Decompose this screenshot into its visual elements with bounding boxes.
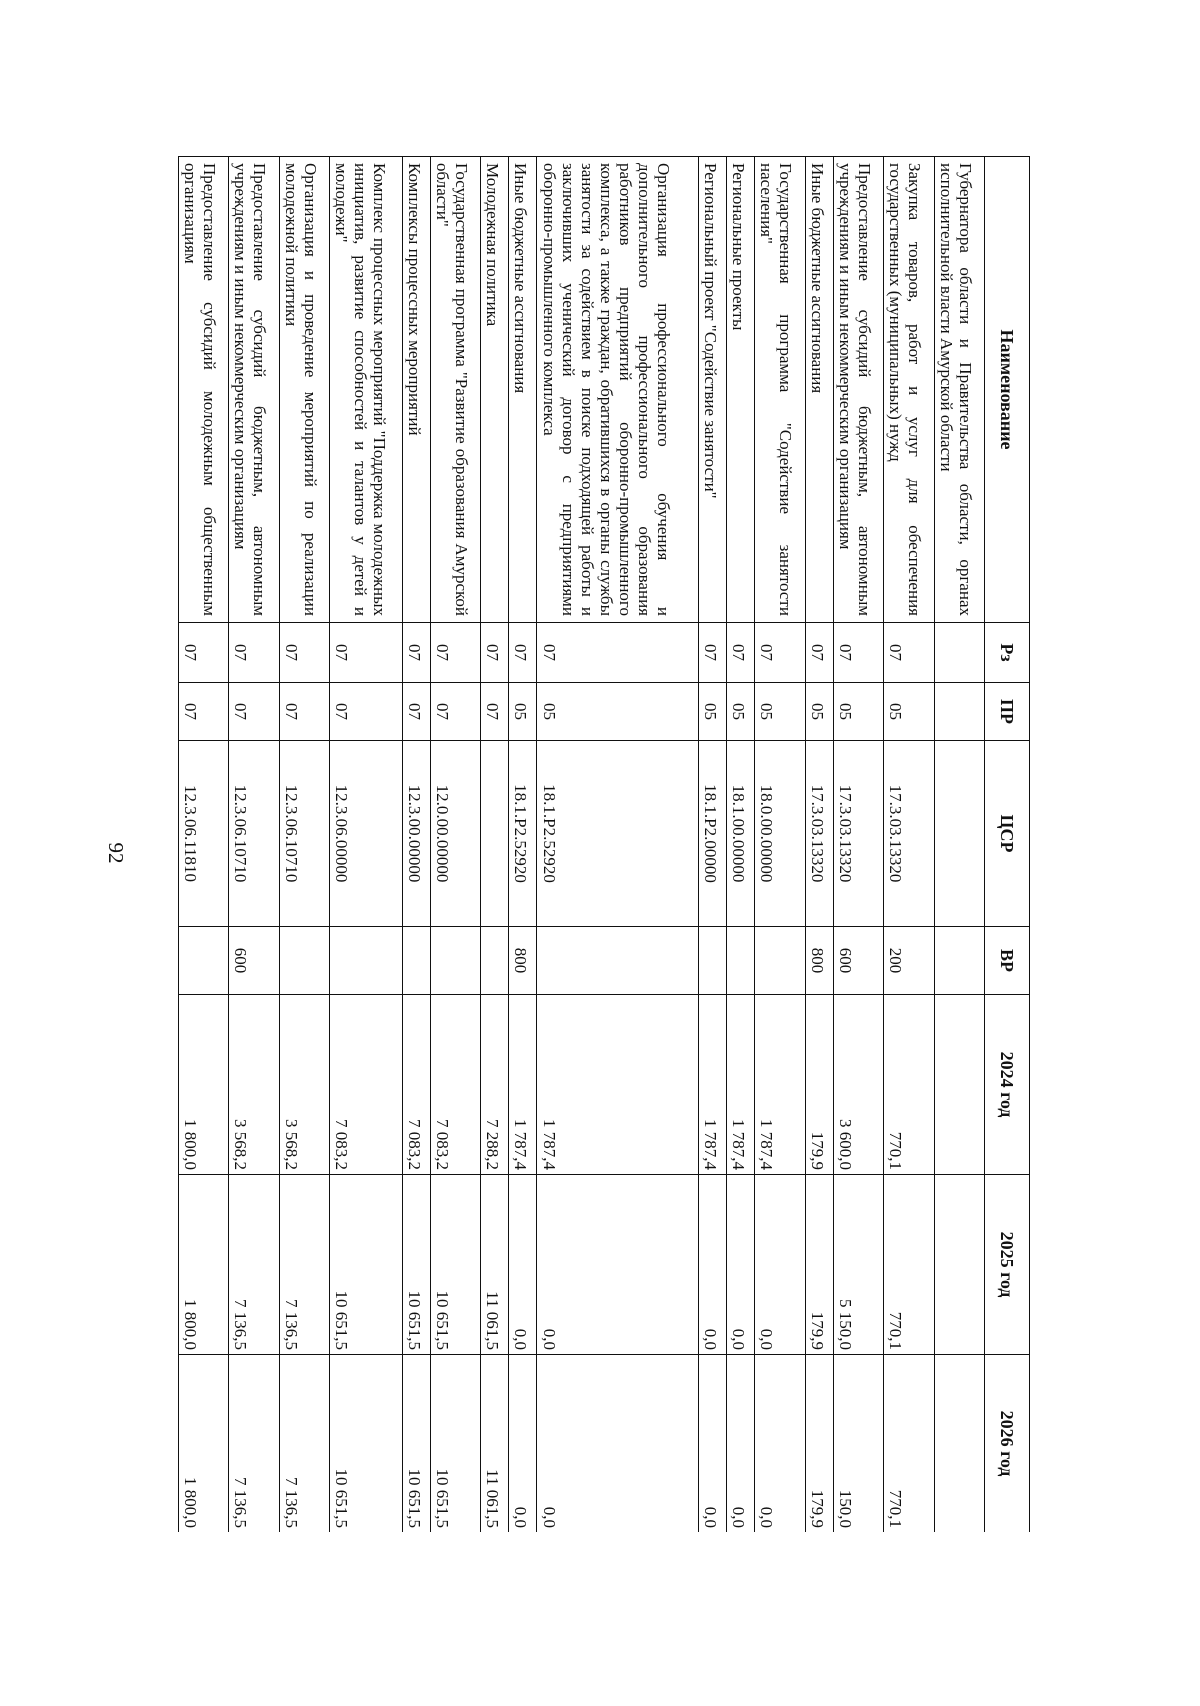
cell-2026: 1 800,0 <box>179 1355 229 1533</box>
table-row <box>699 157 727 1533</box>
cell-2024: 1 800,0 <box>179 995 229 1175</box>
cell-2026: 10 651,5 <box>330 1355 403 1533</box>
cell-pr: 05 <box>537 683 699 741</box>
header-2025: 2025 год <box>985 1175 1030 1355</box>
cell-2026: 0,0 <box>699 1355 727 1533</box>
cell-2025: 10 651,5 <box>430 1175 480 1355</box>
cell-vr <box>279 927 329 995</box>
header-pr: ПР <box>985 683 1030 741</box>
table-row <box>402 157 430 1533</box>
cell-csr: 18.1.P2.52920 <box>509 741 537 927</box>
table-row <box>755 157 805 1533</box>
cell-csr: 18.1.P2.00000 <box>699 741 727 927</box>
cell-2024: 3 568,2 <box>279 995 329 1175</box>
cell-2025: 0,0 <box>727 1175 755 1355</box>
table-row <box>279 157 329 1533</box>
cell-vr: 600 <box>833 927 883 995</box>
cell-pr: 07 <box>330 683 403 741</box>
cell-2026 <box>934 1355 984 1533</box>
cell-name: Предоставление субсидий бюджетным, автономным учреждениям и иным некоммерческим организациям <box>229 157 279 623</box>
cell-2024: 3 600,0 <box>833 995 883 1175</box>
cell-rz: 07 <box>330 623 403 683</box>
cell-2025: 11 061,5 <box>481 1175 509 1355</box>
cell-rz: 07 <box>509 623 537 683</box>
cell-vr <box>537 927 699 995</box>
cell-pr: 05 <box>833 683 883 741</box>
rotated-table-content <box>178 156 1030 1532</box>
cell-vr: 600 <box>229 927 279 995</box>
table-row <box>884 157 934 1533</box>
header-name: Наименование <box>985 157 1030 623</box>
cell-2024: 3 568,2 <box>229 995 279 1175</box>
cell-csr: 12.3.06.11810 <box>179 741 229 927</box>
cell-2026: 7 136,5 <box>279 1355 329 1533</box>
cell-pr: 05 <box>509 683 537 741</box>
cell-2025: 10 651,5 <box>402 1175 430 1355</box>
cell-pr: 07 <box>430 683 480 741</box>
cell-rz: 07 <box>537 623 699 683</box>
cell-2024: 1 787,4 <box>699 995 727 1175</box>
cell-pr: 05 <box>805 683 833 741</box>
rotated-table-frame <box>178 156 1030 1532</box>
cell-2024: 7 083,2 <box>402 995 430 1175</box>
cell-csr: 18.1.P2.52920 <box>537 741 699 927</box>
cell-pr: 07 <box>481 683 509 741</box>
cell-csr: 12.3.06.10710 <box>229 741 279 927</box>
cell-2026: 0,0 <box>755 1355 805 1533</box>
cell-csr <box>481 741 509 927</box>
cell-2024: 1 787,4 <box>509 995 537 1175</box>
cell-vr <box>481 927 509 995</box>
cell-rz: 07 <box>805 623 833 683</box>
cell-rz: 07 <box>179 623 229 683</box>
cell-2025: 7 136,5 <box>229 1175 279 1355</box>
header-csr: ЦСР <box>985 741 1030 927</box>
cell-vr: 800 <box>509 927 537 995</box>
cell-csr: 12.3.00.00000 <box>402 741 430 927</box>
cell-2026: 10 651,5 <box>402 1355 430 1533</box>
header-rz: Рз <box>985 623 1030 683</box>
cell-2025: 0,0 <box>537 1175 699 1355</box>
table-row <box>537 157 699 1533</box>
cell-2024 <box>934 995 984 1175</box>
cell-pr: 05 <box>755 683 805 741</box>
cell-2024: 770,1 <box>884 995 934 1175</box>
cell-csr: 18.1.00.00000 <box>727 741 755 927</box>
cell-rz: 07 <box>727 623 755 683</box>
table-row <box>833 157 883 1533</box>
cell-rz: 07 <box>279 623 329 683</box>
cell-rz: 07 <box>402 623 430 683</box>
cell-vr <box>699 927 727 995</box>
table-row <box>934 157 984 1533</box>
cell-csr: 17.3.03.13320 <box>833 741 883 927</box>
cell-rz <box>934 623 984 683</box>
cell-2025: 0,0 <box>699 1175 727 1355</box>
header-row <box>985 157 1030 1533</box>
cell-2024: 179,9 <box>805 995 833 1175</box>
cell-2026: 7 136,5 <box>229 1355 279 1533</box>
cell-name: Иные бюджетные ассигнования <box>509 157 537 623</box>
cell-2025 <box>934 1175 984 1355</box>
table-row <box>330 157 403 1533</box>
page-number: 92 <box>104 842 128 864</box>
cell-rz: 07 <box>481 623 509 683</box>
cell-2026: 179,9 <box>805 1355 833 1533</box>
cell-2024: 7 083,2 <box>430 995 480 1175</box>
cell-vr <box>755 927 805 995</box>
cell-2025: 179,9 <box>805 1175 833 1355</box>
cell-vr <box>727 927 755 995</box>
cell-2024: 1 787,4 <box>537 995 699 1175</box>
cell-csr: 12.3.06.00000 <box>330 741 403 927</box>
cell-2025: 7 136,5 <box>279 1175 329 1355</box>
cell-name: Молодежная политика <box>481 157 509 623</box>
cell-rz: 07 <box>833 623 883 683</box>
cell-2025: 1 800,0 <box>179 1175 229 1355</box>
budget-table <box>178 156 1030 1532</box>
cell-2026: 0,0 <box>509 1355 537 1533</box>
cell-name: Государственная программа "Развитие образования Амурской области" <box>430 157 480 623</box>
cell-2026: 0,0 <box>537 1355 699 1533</box>
table-row <box>481 157 509 1533</box>
table-row <box>805 157 833 1533</box>
cell-pr: 05 <box>699 683 727 741</box>
table-body <box>179 157 985 1533</box>
cell-pr: 05 <box>884 683 934 741</box>
cell-2025: 5 150,0 <box>833 1175 883 1355</box>
cell-2024: 7 083,2 <box>330 995 403 1175</box>
cell-2025: 10 651,5 <box>330 1175 403 1355</box>
cell-vr <box>402 927 430 995</box>
table-row <box>179 157 229 1533</box>
cell-csr: 17.3.03.13320 <box>805 741 833 927</box>
cell-rz: 07 <box>884 623 934 683</box>
cell-name: Государственная программа "Содействие занятости населения" <box>755 157 805 623</box>
cell-vr <box>934 927 984 995</box>
table-row <box>430 157 480 1533</box>
table-row <box>509 157 537 1533</box>
cell-vr <box>330 927 403 995</box>
cell-pr: 07 <box>279 683 329 741</box>
header-vr: ВР <box>985 927 1030 995</box>
cell-2026: 11 061,5 <box>481 1355 509 1533</box>
cell-rz: 07 <box>430 623 480 683</box>
cell-name: Региональный проект "Содействие занятости" <box>699 157 727 623</box>
cell-pr: 07 <box>229 683 279 741</box>
cell-name: Закупка товаров, работ и услуг для обеспечения государственных (муниципальных) нужд <box>884 157 934 623</box>
table-row <box>727 157 755 1533</box>
cell-2024: 1 787,4 <box>755 995 805 1175</box>
cell-pr: 05 <box>727 683 755 741</box>
cell-2025: 770,1 <box>884 1175 934 1355</box>
cell-name: Предоставление субсидий бюджетным, автономным учреждениям и иным некоммерческим организациям <box>833 157 883 623</box>
cell-vr <box>179 927 229 995</box>
cell-2024: 7 288,2 <box>481 995 509 1175</box>
cell-vr <box>430 927 480 995</box>
cell-2026: 10 651,5 <box>430 1355 480 1533</box>
cell-name: Региональные проекты <box>727 157 755 623</box>
cell-name: Организация и проведение мероприятий по реализации молодежной политики <box>279 157 329 623</box>
cell-csr: 12.3.06.10710 <box>279 741 329 927</box>
header-2024: 2024 год <box>985 995 1030 1175</box>
cell-vr: 800 <box>805 927 833 995</box>
cell-name: Комплексы процессных мероприятий <box>402 157 430 623</box>
cell-name: Организация профессионального обучения и дополнительного профессионального образования работников предприятий оборонно-промышленного комплекса, а также граждан, обратившихся в органы службы занятости за содействием в поиске подходящей работы и заключивших ученический договор с предприятиями оборонно-промышленного комплекса <box>537 157 699 623</box>
cell-2025: 0,0 <box>509 1175 537 1355</box>
cell-vr: 200 <box>884 927 934 995</box>
cell-pr: 07 <box>179 683 229 741</box>
cell-rz: 07 <box>755 623 805 683</box>
cell-csr: 18.0.00.00000 <box>755 741 805 927</box>
header-2026: 2026 год <box>985 1355 1030 1533</box>
cell-rz: 07 <box>229 623 279 683</box>
cell-2026: 150,0 <box>833 1355 883 1533</box>
cell-csr: 12.0.00.00000 <box>430 741 480 927</box>
cell-csr: 17.3.03.13320 <box>884 741 934 927</box>
cell-name: Губернатора области и Правительства области, органах исполнительной власти Амурской области <box>934 157 984 623</box>
cell-rz: 07 <box>699 623 727 683</box>
cell-name: Предоставление субсидий молодежным общественным организациям <box>179 157 229 623</box>
cell-2025: 0,0 <box>755 1175 805 1355</box>
cell-pr <box>934 683 984 741</box>
cell-name: Комплекс процессных мероприятий "Поддержка молодежных инициатив, развитие способностей и талантов у детей и молодежи" <box>330 157 403 623</box>
cell-2026: 770,1 <box>884 1355 934 1533</box>
cell-pr: 07 <box>402 683 430 741</box>
cell-2024: 1 787,4 <box>727 995 755 1175</box>
cell-name: Иные бюджетные ассигнования <box>805 157 833 623</box>
cell-csr <box>934 741 984 927</box>
cell-2026: 0,0 <box>727 1355 755 1533</box>
table-row <box>229 157 279 1533</box>
